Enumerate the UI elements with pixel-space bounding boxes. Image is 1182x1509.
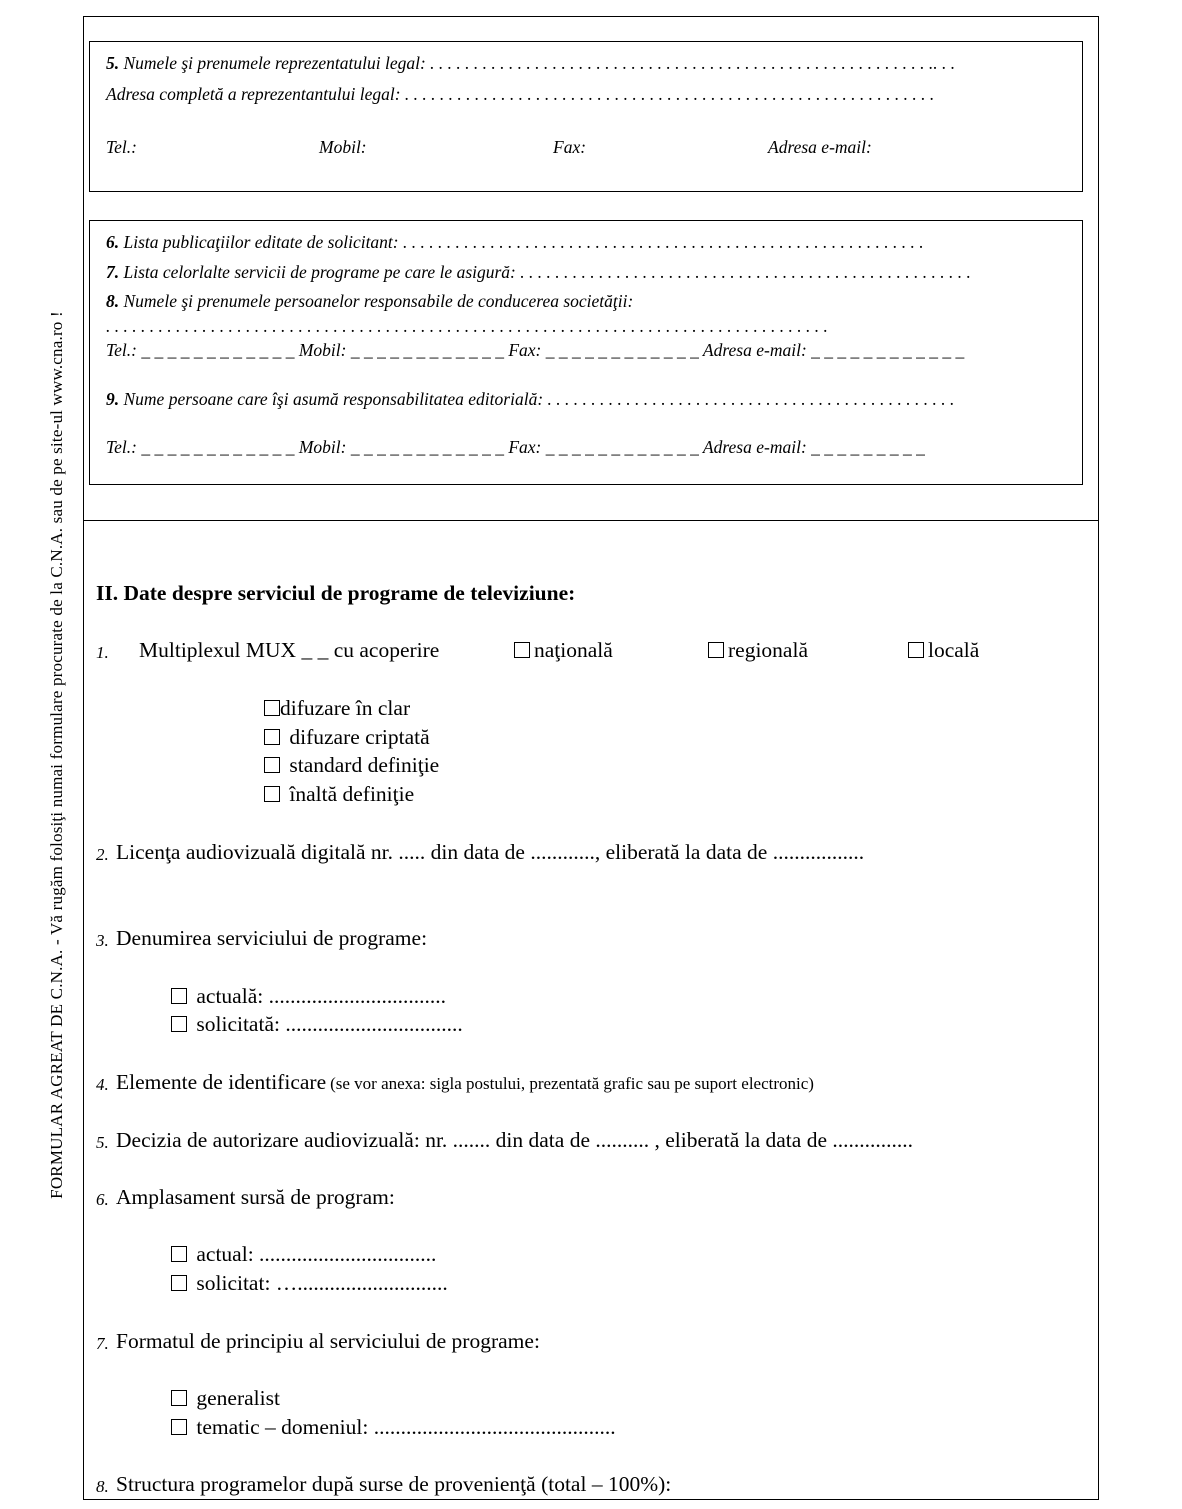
item-9-row: [106, 389, 954, 410]
item-8-row: [106, 291, 633, 312]
checkbox-icon[interactable]: [708, 642, 724, 658]
option-inalta[interactable]: înaltă definiţie: [264, 782, 414, 807]
q5-number: 5.: [96, 1133, 109, 1152]
legal-rep-name-row: [106, 53, 955, 74]
q6-label: Amplasament sursă de program:: [116, 1185, 395, 1209]
q1-number: 1.: [96, 643, 109, 662]
checkbox-icon[interactable]: [908, 642, 924, 658]
q5-text[interactable]: Decizia de autorizare audiovizuală: nr. ....... din data de .......... , eliberată la data de ...............: [116, 1128, 913, 1152]
checkbox-icon[interactable]: [171, 988, 187, 1004]
legal-rep-address-row: [106, 84, 934, 105]
checkbox-icon[interactable]: [514, 642, 530, 658]
section-divider: [83, 520, 1099, 521]
q4-number: 4.: [96, 1075, 109, 1094]
q8-number: 8.: [96, 1477, 109, 1496]
item-7-row: [106, 262, 971, 283]
option-actuala[interactable]: actuală: .................................: [171, 984, 446, 1009]
checkbox-icon[interactable]: [171, 1016, 187, 1032]
q3-number: 3.: [96, 931, 109, 950]
editorial-dots[interactable]: . . . . . . . . . . . . . . . . . . . . . . . . . . . . . . . . . . . . . . . . . . . . . . .: [547, 389, 955, 409]
sidebar-notice: FORMULAR AGREAT DE C.N.A. - Vă rugăm folosiţi numai formulare procurate de la C.N.A. sau de pe site-ul www.cna.ro !: [47, 311, 66, 1199]
section-title: II. Date despre serviciul de programe de televiziune:: [96, 581, 576, 605]
checkbox-icon[interactable]: [171, 1275, 187, 1291]
managers-label: Numele şi prenumele persoanelor responsabile de conducerea societăţii:: [123, 291, 634, 311]
option-standard[interactable]: standard definiţie: [264, 753, 439, 778]
option-actual[interactable]: actual: .................................: [171, 1242, 436, 1267]
option-solicitata[interactable]: solicitată: .................................: [171, 1012, 463, 1037]
option-regionala[interactable]: regională: [708, 638, 808, 663]
option-nationala[interactable]: naţională: [514, 638, 613, 663]
q6-number: 6.: [96, 1190, 109, 1209]
legal-rep-name-dots[interactable]: . . . . . . . . . . . . . . . . . . . . . . . . . . . . . . . . . . . . . . . . . . . . . . . . . . . . . . . . . .. . .: [430, 53, 956, 73]
checkbox-icon[interactable]: [171, 1246, 187, 1262]
option-locala[interactable]: locală: [908, 638, 979, 663]
q4-label: Elemente de identificare: [116, 1070, 327, 1094]
q1-label: Multiplexul MUX _ _ cu acoperire: [139, 638, 440, 662]
option-tematic[interactable]: tematic – domeniul: .............................................: [171, 1415, 616, 1440]
checkbox-icon[interactable]: [264, 729, 280, 745]
mobil-label: Mobil:: [319, 137, 367, 157]
checkbox-icon[interactable]: [264, 700, 280, 716]
managers-contact-row[interactable]: Tel.: _ _ _ _ _ _ _ _ _ _ _ _ Mobil: _ _ _ _ _ _ _ _ _ _ _ _ Fax: _ _ _ _ _ _ _ _ _ _ _ _ Adresa e-mail: _ _ _ _ _ _ _ _ _ _ _ _: [106, 340, 965, 360]
publications-dots[interactable]: . . . . . . . . . . . . . . . . . . . . . . . . . . . . . . . . . . . . . . . . . . . . . . . . . . . . . . . . . . . .: [403, 232, 924, 252]
option-solicitat[interactable]: solicitat: …............................: [171, 1271, 448, 1296]
item-number: 5.: [106, 53, 120, 73]
q4-note: (se vor anexa: sigla postului, prezentată grafic sau pe suport electronic): [330, 1074, 814, 1093]
legal-rep-name-label: Numele şi prenumele reprezentatului legal:: [123, 53, 426, 73]
legal-rep-address-dots[interactable]: . . . . . . . . . . . . . . . . . . . . . . . . . . . . . . . . . . . . . . . . . . . . . . . . . . . . . . . . . . . . .: [404, 84, 935, 104]
tel-label: Tel.:: [106, 137, 137, 157]
item-number: 7.: [106, 262, 120, 282]
managers-dots[interactable]: . . . . . . . . . . . . . . . . . . . . . . . . . . . . . . . . . . . . . . . . . . . . . . . . . . . . . . . . . . . . . . . . . . . . . . . . . . . . . . . . . . .: [106, 316, 828, 336]
q7-label: Formatul de principiu al serviciului de programe:: [116, 1329, 540, 1353]
q8-label: Structura programelor după surse de provenienţă (total – 100%):: [116, 1472, 672, 1496]
option-criptata[interactable]: difuzare criptată: [264, 725, 430, 750]
item-6-row: [106, 232, 924, 253]
option-generalist[interactable]: generalist: [171, 1386, 280, 1411]
legal-rep-address-label: Adresa completă a reprezentantului legal:: [106, 84, 401, 104]
q3-label: Denumirea serviciului de programe:: [116, 926, 428, 950]
q4-row: [116, 1070, 814, 1095]
item-number: 6.: [106, 232, 120, 252]
editorial-contact-row[interactable]: Tel.: _ _ _ _ _ _ _ _ _ _ _ _ Mobil: _ _ _ _ _ _ _ _ _ _ _ _ Fax: _ _ _ _ _ _ _ _ _ _ _ _ Adresa e-mail: _ _ _ _ _ _ _ _ _: [106, 437, 925, 457]
checkbox-icon[interactable]: [264, 786, 280, 802]
publications-label: Lista publicaţiilor editate de solicitant:: [123, 232, 399, 252]
checkbox-icon[interactable]: [171, 1390, 187, 1406]
checkbox-icon[interactable]: [264, 757, 280, 773]
q2-number: 2.: [96, 845, 109, 864]
other-services-label: Lista celorlalte servicii de programe pe care le asigură:: [123, 262, 516, 282]
item-number: 8.: [106, 291, 120, 311]
item-number: 9.: [106, 389, 120, 409]
email-label: Adresa e-mail:: [768, 137, 872, 157]
checkbox-icon[interactable]: [171, 1419, 187, 1435]
q2-text[interactable]: Licenţa audiovizuală digitală nr. ..... din data de ............, eliberată la data de .................: [116, 840, 865, 864]
fax-label: Fax:: [553, 137, 587, 157]
q7-number: 7.: [96, 1334, 109, 1353]
editorial-label: Nume persoane care îşi asumă responsabilitatea editorială:: [123, 389, 544, 409]
option-clar[interactable]: difuzare în clar: [264, 696, 410, 721]
other-services-dots[interactable]: . . . . . . . . . . . . . . . . . . . . . . . . . . . . . . . . . . . . . . . . . . . . . . . . . . . .: [520, 262, 971, 282]
